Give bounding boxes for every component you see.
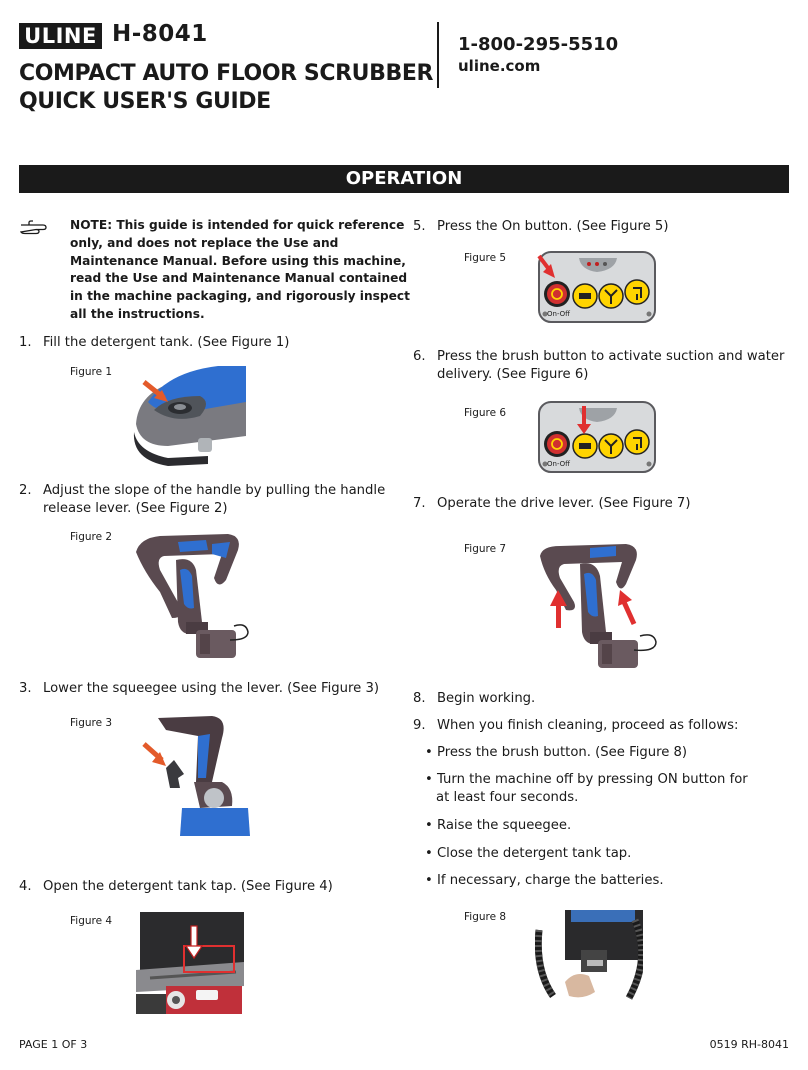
document-title-line1: COMPACT AUTO FLOOR SCRUBBER [19, 61, 434, 86]
note-line: only, and does not replace the Use and [70, 235, 339, 250]
bullet-text: • Turn the machine off by pressing ON button for [425, 772, 748, 787]
figure-7-image [536, 540, 660, 670]
section-heading: OPERATION [19, 165, 789, 193]
model-number: H-8041 [112, 21, 208, 47]
figure-6-image [537, 400, 657, 474]
step-number: 3. [19, 681, 32, 696]
bullet-text: • Raise the squeegee. [425, 818, 572, 833]
figure-3-image [140, 716, 252, 836]
step-text: Operate the drive lever. (See Figure 7) [437, 496, 691, 511]
bullet-text: • Close the detergent tank tap. [425, 846, 632, 861]
step-text: Begin working. [437, 691, 536, 706]
step-number: 5. [413, 219, 426, 234]
step-text: Fill the detergent tank. (See Figure 1) [43, 335, 290, 350]
step-number: 6. [413, 349, 426, 364]
website-link[interactable]: uline.com [458, 57, 541, 75]
document-title-line2: QUICK USER'S GUIDE [19, 89, 271, 114]
step-number: 1. [19, 335, 32, 350]
step-text: Lower the squeegee using the lever. (See Figure 3) [43, 681, 380, 696]
phone-number: 1-800-295-5510 [458, 34, 619, 55]
note-line: in the machine packaging, and rigorously inspect [70, 289, 410, 304]
figure-5-label: Figure 5 [464, 252, 507, 264]
figure-1-image [128, 366, 246, 469]
bullet-item [425, 771, 748, 808]
step-number: 2. [19, 483, 32, 498]
bullet-item [425, 872, 664, 890]
note-line: all the instructions. [70, 307, 205, 322]
page-number: PAGE 1 OF 3 [19, 1038, 88, 1051]
figure-4-image [136, 912, 244, 1016]
bullet-text: at least four seconds. [436, 790, 579, 806]
bullet-item [425, 817, 571, 835]
header-divider [437, 22, 439, 88]
document-code: 0519 RH-8041 [709, 1038, 789, 1051]
on-off-label: On-Off [547, 310, 570, 318]
step-text: Adjust the slope of the handle by pulling the handle [43, 483, 386, 498]
step-number: 9. [413, 718, 426, 733]
brand-logo: ULINE [19, 23, 102, 49]
figure-2-image [130, 530, 252, 660]
step-text: Press the On button. (See Figure 5) [437, 219, 669, 234]
note-text [70, 217, 410, 324]
figure-4-label: Figure 4 [70, 915, 113, 927]
step-text: When you finish cleaning, proceed as follows: [437, 718, 739, 733]
figure-7-label: Figure 7 [464, 543, 507, 555]
step-number: 4. [19, 879, 32, 894]
step-text: Press the brush button to activate suction and water [437, 349, 785, 364]
step-text: delivery. (See Figure 6) [437, 367, 589, 382]
step-text: Open the detergent tank tap. (See Figure 4) [43, 879, 333, 894]
figure-6-label: Figure 6 [464, 407, 507, 419]
figure-2-label: Figure 2 [70, 531, 113, 543]
figure-5-image [537, 250, 657, 324]
note-line: NOTE: This guide is intended for quick reference [70, 218, 405, 232]
bullet-item [425, 744, 687, 762]
bullet-text: • If necessary, charge the batteries. [425, 873, 664, 888]
bullet-item [425, 845, 631, 863]
figure-3-label: Figure 3 [70, 717, 113, 729]
note-line: Maintenance Manual. Before using this machine, [70, 253, 406, 268]
figure-8-label: Figure 8 [464, 911, 507, 923]
step-text: release lever. (See Figure 2) [43, 501, 228, 516]
bullet-text: • Press the brush button. (See Figure 8) [425, 745, 688, 760]
figure-8-image [535, 910, 643, 1002]
pointing-hand-icon [19, 220, 59, 236]
note-line: read the Use and Maintenance Manual contained [70, 271, 408, 286]
step-number: 8. [413, 691, 426, 706]
on-off-label: On-Off [547, 460, 570, 468]
step-number: 7. [413, 496, 426, 511]
figure-1-label: Figure 1 [70, 366, 113, 378]
